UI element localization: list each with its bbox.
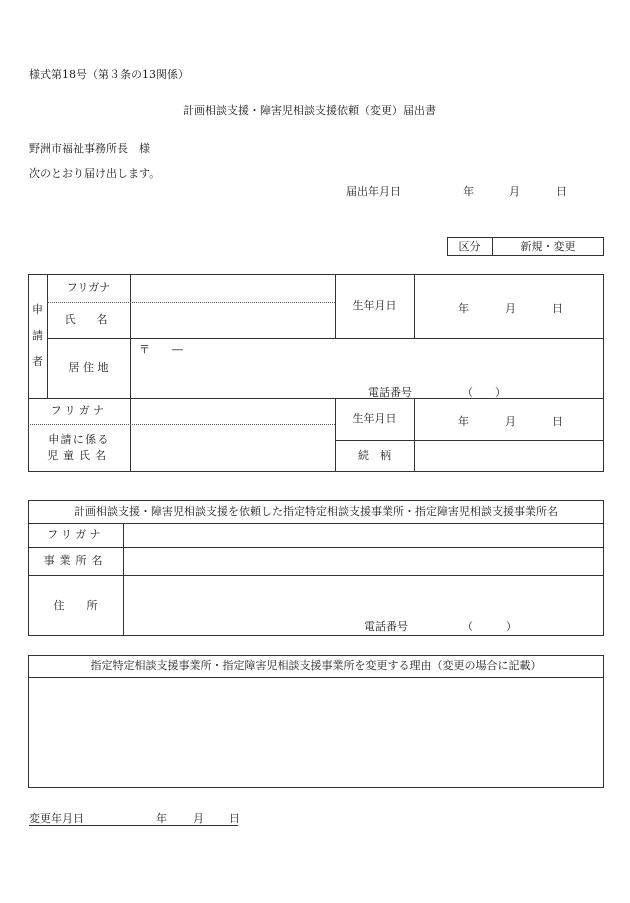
submission-month: 月 (509, 185, 520, 198)
reason-header: 指定特定相談支援事業所・指定障害児相談支援事業所を変更する理由（変更の場合に記載） (90, 659, 542, 673)
applicant-name-input[interactable] (131, 303, 334, 337)
child-birth-label: 生年月日 (352, 412, 397, 426)
applicant-section-label: 申 請 者 (32, 303, 43, 368)
applicant-name-label: 氏 名 (64, 313, 113, 327)
office-furigana-label: フリガナ (47, 528, 104, 542)
addressee: 野洲市福祉事務所長 様 (29, 142, 150, 155)
child-name-input[interactable] (131, 425, 334, 471)
child-furigana-input[interactable] (131, 399, 334, 423)
intro-text: 次のとおり届け出します。 (29, 167, 161, 180)
applicant-furigana-input[interactable] (131, 275, 334, 301)
applicant-birth-day[interactable]: 日 (552, 302, 563, 315)
applicant-birth-label: 生年月日 (352, 299, 397, 313)
child-birth-month[interactable]: 月 (505, 415, 516, 428)
change-day[interactable]: 日 (229, 812, 240, 825)
child-name-label (28, 424, 130, 472)
office-address-label: 住 所 (53, 598, 98, 612)
change-date-label: 変更年月日 (29, 812, 84, 825)
child-name-label-line1: 申請に係る (48, 433, 110, 447)
applicant-birth-year[interactable]: 年 (458, 302, 469, 315)
change-date-underline (29, 825, 238, 826)
child-relation-label: 続 柄 (358, 449, 391, 463)
office-furigana-input[interactable] (124, 524, 603, 546)
child-birth-year[interactable]: 年 (458, 415, 469, 428)
submission-date-label: 届出年月日 (346, 185, 401, 198)
office-phone-label: 電話番号 (364, 620, 408, 633)
office-header: 計画相談支援・障害児相談支援を依頼した指定特定相談支援事業所・指定障害児相談支援事業所名 (74, 504, 558, 518)
office-address-input[interactable] (124, 576, 603, 614)
office-name-label: 事業所名 (43, 554, 108, 568)
category-value[interactable]: 新規・変更 (520, 239, 576, 253)
office-phone-field[interactable]: （ ） (462, 620, 517, 633)
category-label: 区分 (458, 239, 481, 253)
submission-day: 日 (556, 185, 567, 198)
applicant-furigana-label: フリガナ (66, 281, 111, 295)
change-year[interactable]: 年 (156, 812, 167, 825)
reason-input-area[interactable] (29, 678, 603, 787)
applicant-phone-field[interactable]: （ ） (462, 386, 506, 399)
submission-year: 年 (463, 185, 474, 198)
office-name-input[interactable] (124, 548, 603, 574)
postal-code-field[interactable]: 〒 ― (139, 343, 183, 356)
change-month[interactable]: 月 (193, 812, 204, 825)
child-birth-day[interactable]: 日 (552, 415, 563, 428)
applicant-birth-month[interactable]: 月 (505, 302, 516, 315)
child-relation-input[interactable] (415, 441, 603, 471)
form-number: 様式第18号（第３条の13関係） (29, 68, 189, 81)
child-name-label-line2: 児童氏名 (47, 449, 111, 462)
form-title: 計画相談支援・障害児相談支援依頼（変更）届出書 (183, 104, 436, 117)
applicant-phone-label: 電話番号 (368, 386, 412, 399)
child-furigana-label: フリガナ (50, 404, 108, 418)
applicant-address-label: 居 住 地 (68, 361, 109, 375)
